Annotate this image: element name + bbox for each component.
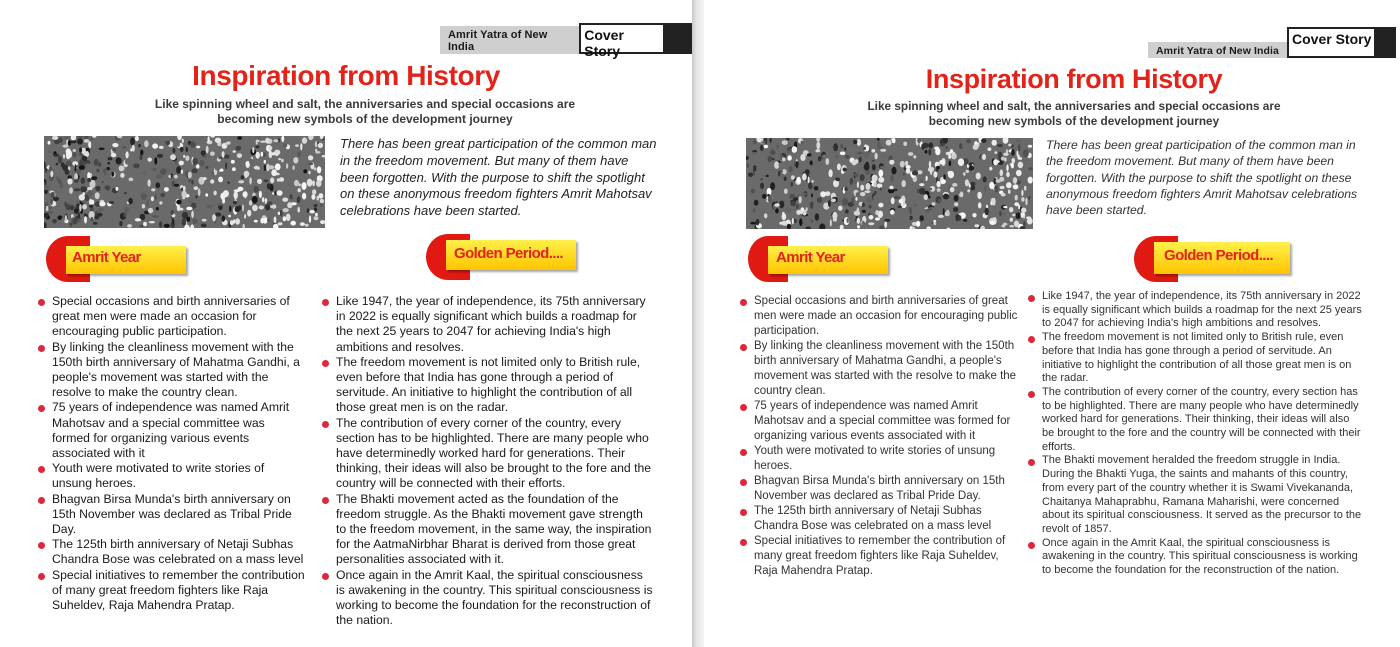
list-item: The freedom movement is not limited only to British rule, even before that India has gone through a period of servitude. An initiative to highlight the contribution of all those great men is on the radar. [322, 355, 654, 416]
list-item: Like 1947, the year of independence, its 75th anniversary in 2022 is equally significant which builds a roadmap for the next 25 years to 2047 for achieving India's high ambitions and resolves. [1028, 290, 1362, 331]
list-item: By linking the cleanliness movement with the 150th birth anniversary of Mahatma Gandhi, a people's movement was started with the resolve to make the country clean. [38, 340, 306, 401]
golden-period-heading: Golden Period.... [454, 245, 563, 262]
page-subtitle: Like spinning wheel and salt, the anniversaries and special occasions are becoming new symbols of the development journey [867, 99, 1281, 128]
section-label: Amrit Yatra of New India [440, 26, 579, 54]
list-item: The Bhakti movement heralded the freedom struggle in India. During the Bhakti Yuga, the saints and mahants of this country, from every part of the country whether it is Swami Vivekananda, Chaitanya Mahaprabhu, Ramana Maharishi, were concerned about its spiritual consciousness. It served as the precursor to the revolt of 1857. [1028, 454, 1362, 536]
page-title: Inspiration from History [192, 60, 500, 91]
amrit-year-list [740, 294, 1018, 579]
header-black-block [665, 23, 692, 54]
amrit-year-banner [748, 236, 844, 282]
cover-story-tag: Cover Story [579, 23, 665, 54]
list-item: The 125th birth anniversary of Netaji Subhas Chandra Bose was celebrated on a mass level [38, 537, 306, 567]
intro-text: There has been great participation of the common man in the freedom movement. But many of them have been forgotten. With the purpose to shift the spotlight on these anonymous freedom fighters Amrit Mahotsav celebrations have been started. [340, 136, 657, 219]
list-item: Special occasions and birth anniversaries of great men were made an occasion for encouraging public participation. [740, 294, 1018, 339]
crowd-photo [746, 138, 1033, 229]
amrit-year-heading: Amrit Year [72, 249, 141, 266]
list-item: Special initiatives to remember the contribution of many great freedom fighters like Raja Suheldev, Raja Mahendra Pratap. [38, 568, 306, 614]
golden-period-heading: Golden Period.... [1164, 247, 1273, 264]
page-gutter [692, 0, 704, 647]
list-item: The 125th birth anniversary of Netaji Subhas Chandra Bose was celebrated on a mass level [740, 504, 1018, 534]
list-item: Once again in the Amrit Kaal, the spiritual consciousness is awakening in the country. This spiritual consciousness is working to become the foundation for the reconstruction of the nation. [322, 568, 654, 629]
list-item: By linking the cleanliness movement with the 150th birth anniversary of Mahatma Gandhi, a people's movement was started with the resolve to make the country clean. [740, 339, 1018, 399]
amrit-year-list [38, 294, 306, 613]
page-title: Inspiration from History [925, 64, 1223, 94]
list-item: 75 years of independence was named Amrit Mahotsav and a special committee was formed for organizing various events associated with it [740, 399, 1018, 444]
golden-period-list [322, 294, 654, 628]
section-label: Amrit Yatra of New India [1148, 42, 1287, 58]
list-item: Special occasions and birth anniversaries of great men were made an occasion for encouraging public participation. [38, 294, 306, 340]
page-header [440, 23, 692, 59]
list-item: The freedom movement is not limited only to British rule, even before that India has gone through a period of servitude. An initiative to highlight the contribution of all those great men is on the radar. [1028, 331, 1362, 386]
list-item: Special initiatives to remember the contribution of many great freedom fighters like Raja Suheldev, Raja Mahendra Pratap. [740, 534, 1018, 579]
page-header [1148, 27, 1396, 58]
header-black-block [1376, 27, 1396, 58]
golden-period-banner [426, 234, 576, 280]
amrit-year-banner [46, 236, 142, 282]
intro-text: There has been great participation of the common man in the freedom movement. But many of them have been forgotten. With the purpose to shift the spotlight on these anonymous freedom fighters Amrit Mahotsav celebrations have been started. [1046, 138, 1358, 218]
list-item: Youth were motivated to write stories of unsung heroes. [38, 461, 306, 491]
amrit-year-heading: Amrit Year [776, 249, 845, 266]
list-item: Youth were motivated to write stories of unsung heroes. [740, 444, 1018, 474]
list-item: Bhagvan Birsa Munda's birth anniversary on 15th November was declared as Tribal Pride Day. [740, 474, 1018, 504]
list-item: Like 1947, the year of independence, its 75th anniversary in 2022 is equally significant which builds a roadmap for the next 25 years to 2047 for achieving India's high ambitions and resolves. [322, 294, 654, 355]
list-item: The contribution of every corner of the country, every section has to be highlighted. There are many people who have determinedly worked hard for generations. Their thinking, their ideas will also be brought to the fore and the country will be connected with their efforts. [322, 416, 654, 492]
cover-story-tag: Cover Story [1287, 27, 1376, 58]
page-right [704, 0, 1400, 647]
golden-period-banner [1134, 236, 1290, 282]
crowd-photo [44, 136, 325, 228]
page-left [0, 0, 692, 647]
list-item: 75 years of independence was named Amrit Mahotsav and a special committee was formed for organizing various events associated with it [38, 400, 306, 461]
list-item: The contribution of every corner of the country, every section has to be highlighted. There are many people who have determinedly worked hard for generations. Their thinking, their ideas will also be brought to the fore and the country will be connected with their efforts. [1028, 386, 1362, 455]
list-item: The Bhakti movement acted as the foundation of the freedom struggle. As the Bhakti movement gave strength to the freedom movement, in the same way, the inspiration for the AatmaNirbhar Bharat is derived from those great personalities associated with it. [322, 492, 654, 568]
page-subtitle: Like spinning wheel and salt, the anniversaries and special occasions are becoming new symbols of the development journey [154, 97, 576, 126]
crowd-photo-icon [746, 138, 1033, 229]
list-item: Bhagvan Birsa Munda's birth anniversary on 15th November was declared as Tribal Pride Day. [38, 492, 306, 538]
crowd-photo-icon [44, 136, 325, 228]
list-item: Once again in the Amrit Kaal, the spiritual consciousness is awakening in the country. This spiritual consciousness is working to become the foundation for the reconstruction of the nation. [1028, 537, 1362, 578]
golden-period-list [1028, 290, 1362, 578]
